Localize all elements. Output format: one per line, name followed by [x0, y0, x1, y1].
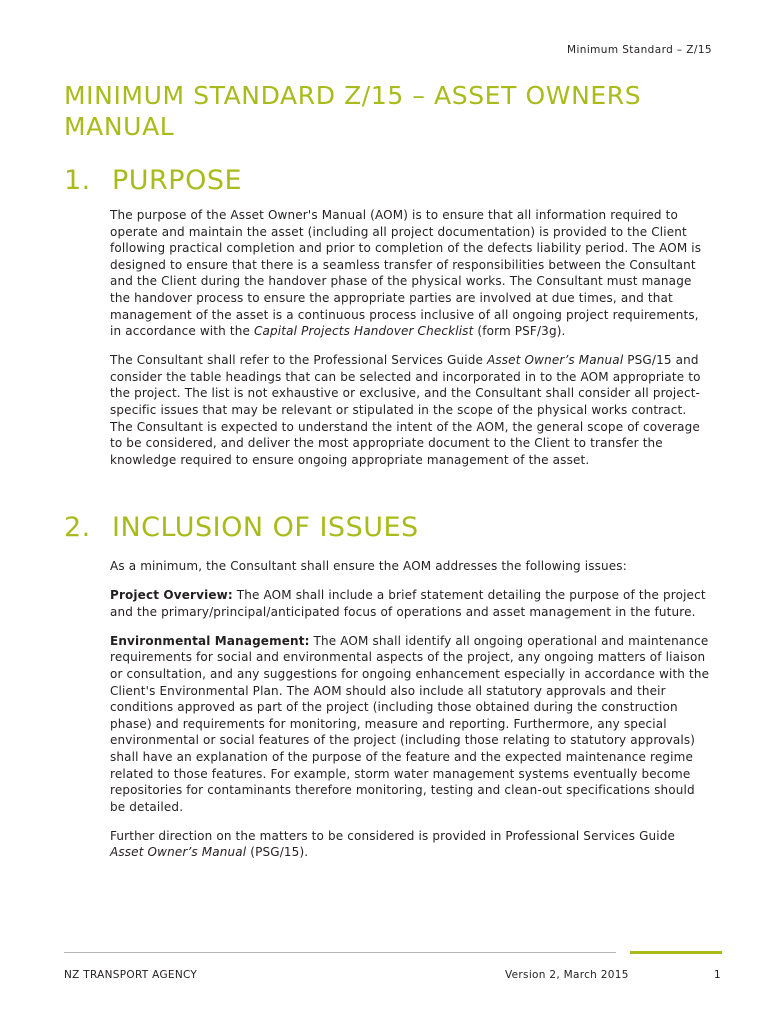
- footer-divider: [64, 952, 616, 953]
- term-label: Project Overview:: [110, 588, 233, 603]
- page-number: 1: [714, 969, 721, 981]
- running-header: Minimum Standard – Z/15: [567, 44, 712, 56]
- document-title: MINIMUM STANDARD Z/15 – ASSET OWNERS MANUAL: [64, 81, 642, 141]
- term-label: Environmental Management:: [110, 633, 310, 648]
- footer-version: Version 2, March 2015: [505, 969, 629, 981]
- section-title: PURPOSE: [112, 165, 243, 196]
- section-title: INCLUSION OF ISSUES: [112, 512, 419, 543]
- footer-organization: NZ TRANSPORT AGENCY: [64, 969, 198, 981]
- section-heading-purpose: [64, 165, 242, 197]
- text-run: The AOM shall include a brief statement detailing the purpose of the project and the primary/principal/anticipated focus of operations and asset management in the future.: [110, 588, 706, 619]
- paragraph: [110, 828, 710, 861]
- text-run: (form PSF/3g).: [473, 324, 566, 339]
- text-run: PSG/15 and consider the table headings that can be selected and incorporated in to the AOM appropriate to the project. The list is not exhaustive or exclusive, and the Consultant shall consider all project-specific issues that may be relevant or stipulated in the scope of the physical works contract. The Consultant is expected to understand the intent of the AOM, the general scope of coverage to be considered, and deliver the most appropriate document to the Client to transfer the knowledge required to ensure ongoing appropriate management of the asset.: [110, 353, 701, 467]
- paragraph: [110, 207, 710, 340]
- guide-title: Asset Owner’s Manual: [110, 845, 247, 860]
- purpose-body: [110, 207, 710, 481]
- section-heading-issues: [64, 512, 419, 544]
- text-run: (PSG/15).: [246, 845, 309, 860]
- section-number: 2.: [64, 512, 91, 543]
- text-run: The purpose of the Asset Owner's Manual (AOM) is to ensure that all information required to operate and maintain the asset (including all project documentation) is provided to the Client following practical completion and prior to completion of the defects liability period. The AOM is designed to ensure that there is a seamless transfer of responsibilities between the Consultant and the Client during the handover phase of the physical works. The Consultant must manage the handover process to ensure the appropriate parties are involved at due times, and that management of the asset is a continuous process inclusive of all ongoing project requirements, in accordance with the: [110, 208, 702, 339]
- section-number: 1.: [64, 165, 91, 196]
- paragraph: [110, 587, 710, 620]
- footer-accent-bar: [630, 951, 722, 954]
- paragraph: As a minimum, the Consultant shall ensure the AOM addresses the following issues:: [110, 559, 627, 573]
- paragraph: [110, 633, 710, 816]
- text-run: The AOM shall identify all ongoing operational and maintenance requirements for social and environmental aspects of the project, any ongoing matters of liaison or consultation, and any suggestions for ongoing enhancement especially in accordance with the Client's Environmental Plan. The AOM should also include all statutory approvals and their conditions approved as part of the project (including those obtained during the construction phase) and requirements for monitoring, measure and reporting. Furthermore, any special environmental or social features of the project (including those relating to statutory approvals) shall have an explanation of the purpose of the feature and the expected maintenance regime related to those features. For example, storm water management systems eventually become repositories for contaminants therefore monitoring, testing and clean-out specifications should be detailed.: [110, 633, 710, 814]
- text-run: Further direction on the matters to be considered is provided in Professional Services Guide: [110, 828, 676, 843]
- paragraph: [110, 352, 710, 468]
- checklist-title: Capital Projects Handover Checklist: [253, 324, 474, 339]
- guide-title: Asset Owner’s Manual: [487, 353, 624, 368]
- text-run: The Consultant shall refer to the Professional Services Guide: [110, 353, 488, 368]
- issues-body: [110, 558, 710, 874]
